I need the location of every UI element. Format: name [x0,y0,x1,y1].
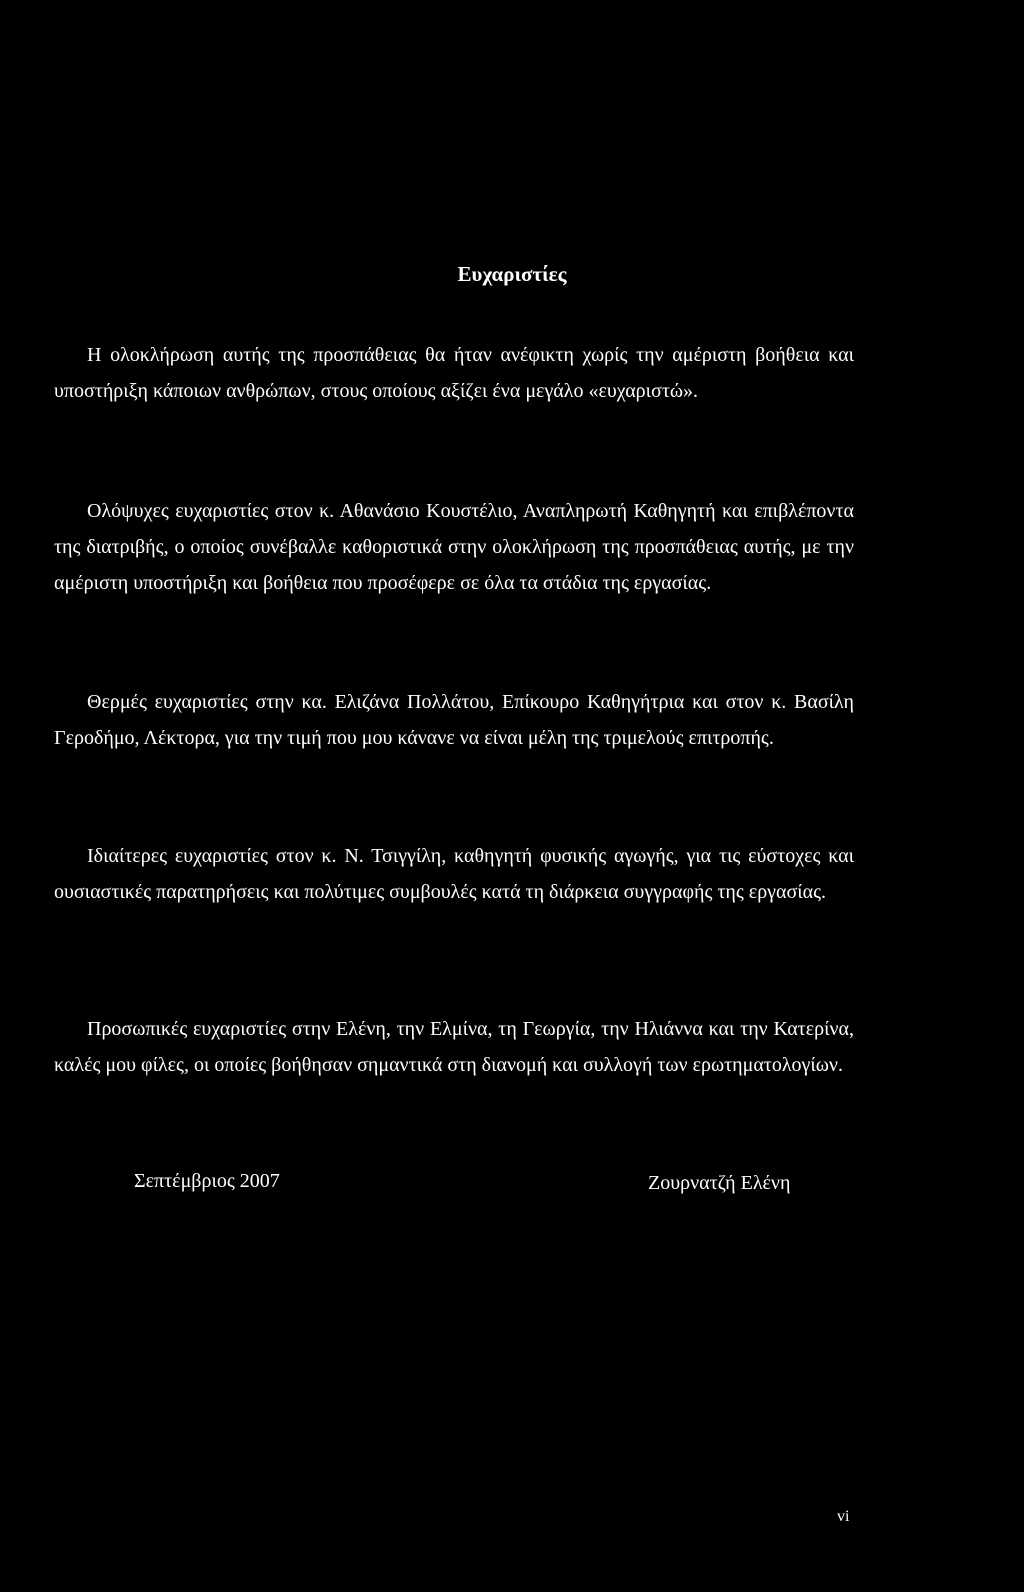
paragraph-supervisor: Ολόψυχες ευχαριστίες στον κ. Αθανάσιο Κουστέλιο, Αναπληρωτή Καθηγητή και επιβλέποντα της διατριβής, ο οποίος συνέβαλλε καθοριστικά στην ολοκλήρωση της προσπάθειας αυτής, με την αμέριστη υποστήριξη και βοήθεια που προσέφερε σε όλα τα στάδια της εργασίας. [54,500,854,594]
paragraph-friends: Προσωπικές ευχαριστίες στην Ελένη, την Ελμίνα, τη Γεωργία, την Ηλιάννα και την Κατερίνα, καλές μου φίλες, οι οποίες βοήθησαν σημαντικά στη διανομή και συλλογή των ερωτηματολογίων. [54,1018,854,1076]
paragraph-advisor: Ιδιαίτερες ευχαριστίες στον κ. Ν. Τσιγγίλη, καθηγητή φυσικής αγωγής, για τις εύστοχες και ουσιαστικές παρατηρήσεις και πολύτιμες συμβουλές κατά τη διάρκεια συγγραφής της εργασίας. [54,845,854,903]
signature-date: Σεπτέμβριος 2007 [134,1170,280,1192]
signature-name: Ζουρνατζή Ελένη [648,1172,791,1194]
paragraph-intro: Η ολοκλήρωση αυτής της προσπάθειας θα ήταν ανέφικτη χωρίς την αμέριστη βοήθεια και υποστήριξη κάποιων ανθρώπων, στους οποίους αξίζει ένα μεγάλο «ευχαριστώ». [54,344,854,402]
page-number: vi [837,1508,850,1525]
page-title: Ευχαριστίες [457,262,567,286]
paragraph-committee: Θερμές ευχαριστίες στην κα. Ελιζάνα Πολλάτου, Επίκουρο Καθηγήτρια και στον κ. Βασίλη Γεροδήμο, Λέκτορα, για την τιμή που μου κάνανε να είναι μέλη της τριμελούς επιτροπής. [54,691,854,749]
